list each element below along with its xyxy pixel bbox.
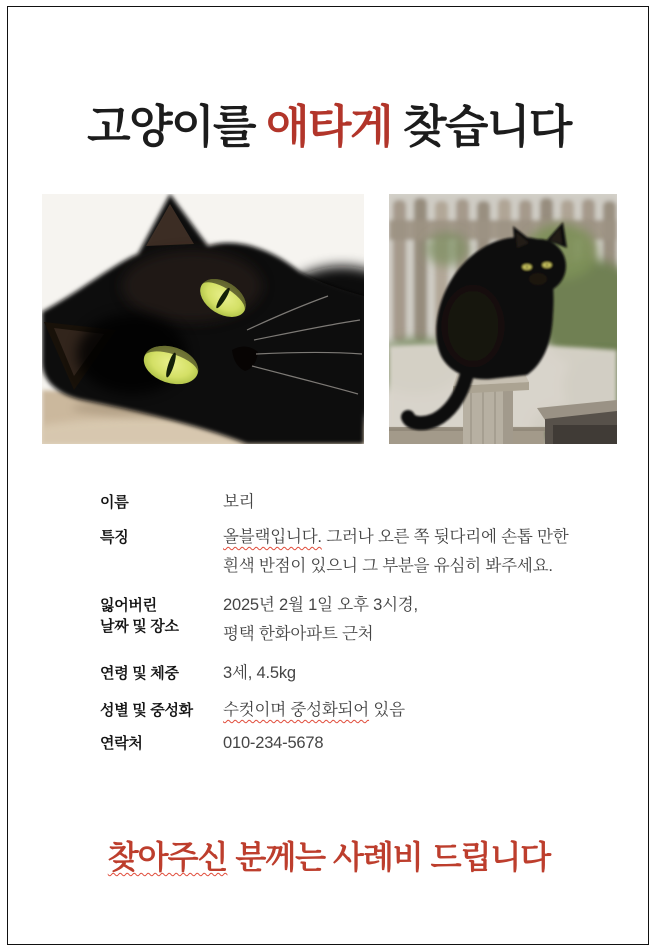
contact-label: 연락처 — [100, 735, 143, 752]
features-label: 특징 — [100, 529, 129, 546]
cat-on-post-illustration — [389, 194, 617, 444]
lost-label-line1: 잃어버린 — [100, 597, 157, 614]
black-cat-on-fence-post-photo — [389, 194, 617, 444]
gender-label: 성별 및 중성화 — [100, 702, 193, 719]
lost-value-line2: 평택 한화아파트 근처 — [223, 625, 374, 643]
poster-title — [0, 98, 658, 156]
detail-row-contact — [100, 729, 570, 758]
features-underlined-text: 올블랙입니다. — [223, 528, 322, 546]
gender-underlined-text: 수컷이며 중성화되어 — [223, 701, 370, 719]
detail-row-features — [100, 523, 570, 581]
detail-row-age-weight — [100, 659, 570, 688]
name-value: 보리 — [223, 493, 255, 511]
lost-value — [223, 591, 570, 649]
lost-label — [100, 591, 223, 637]
gender-value — [223, 696, 570, 725]
photo-row — [42, 194, 618, 444]
name-label: 이름 — [100, 494, 129, 511]
details-section — [100, 488, 570, 758]
contact-value: 010-234-5678 — [223, 734, 324, 752]
features-rest-text: 그러나 오른 쪽 뒷다리에 손톱 만한 흰색 반점이 있으니 그 부분을 유심히 봐주세요. — [223, 528, 569, 575]
title-post: 찾습니다 — [391, 101, 571, 152]
age-weight-label: 연령 및 체중 — [100, 665, 179, 682]
title-accent: 애타게 — [266, 101, 392, 152]
reward-underlined-text: 찾아주신 — [107, 839, 228, 875]
age-weight-value: 3세, 4.5kg — [223, 664, 296, 682]
lost-value-line1: 2025년 2월 1일 오후 3시경, — [223, 596, 418, 614]
reward-banner — [0, 834, 658, 880]
features-value — [223, 523, 570, 581]
title-pre: 고양이를 — [87, 101, 267, 152]
reward-rest-text: 분께는 사례비 드립니다 — [227, 839, 551, 875]
lost-label-line2: 날짜 및 장소 — [100, 618, 179, 635]
detail-row-name — [100, 488, 570, 517]
black-cat-closeup-photo — [42, 194, 364, 444]
detail-row-gender — [100, 696, 570, 725]
cat-closeup-illustration — [42, 194, 364, 444]
detail-row-lost — [100, 591, 570, 649]
gender-rest-text: 있음 — [369, 701, 405, 719]
